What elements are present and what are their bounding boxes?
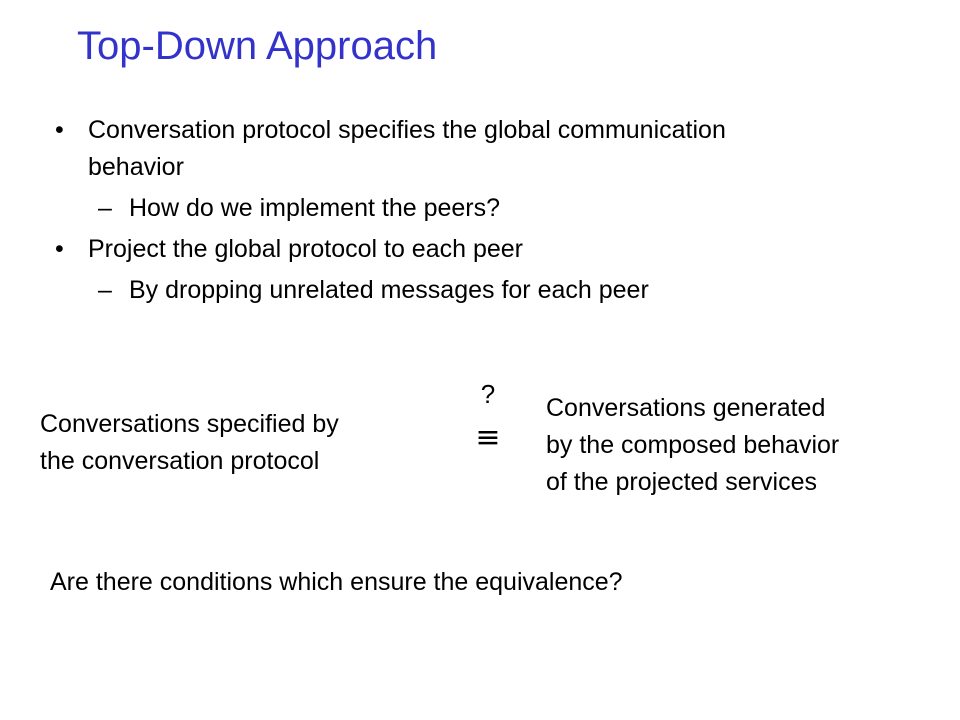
bullet-marker: • xyxy=(55,235,64,263)
bullet-text-line: Project the global protocol to each peer xyxy=(88,235,523,263)
sub-bullet-item xyxy=(98,190,889,227)
text-line: by the composed behavior xyxy=(546,431,840,459)
equivalence-symbol: ≡ xyxy=(475,420,501,455)
slide-title: Top-Down Approach xyxy=(77,24,438,68)
text-line: of the projected services xyxy=(546,468,817,496)
sub-bullet-item xyxy=(98,272,889,309)
bullet-item xyxy=(55,112,848,186)
equivalence-question-mark: ? xyxy=(480,379,496,409)
closing-question: Are there conditions which ensure the equivalence? xyxy=(50,568,623,596)
bullet-list xyxy=(0,112,960,313)
bullet-marker: • xyxy=(55,116,64,144)
bullet-text-line: Conversation protocol specifies the global communication xyxy=(88,116,726,144)
text-line: Conversations generated xyxy=(546,394,826,422)
sub-bullet-text: By dropping unrelated messages for each peer xyxy=(129,276,649,304)
dash-marker: – xyxy=(98,194,112,222)
generated-conversations-text xyxy=(546,390,946,501)
bullet-item xyxy=(55,231,848,268)
text-line: the conversation protocol xyxy=(40,447,320,475)
text-line: Conversations specified by xyxy=(40,410,339,438)
bullet-text-line: behavior xyxy=(88,153,184,181)
dash-marker: – xyxy=(98,276,112,304)
specified-conversations-text xyxy=(40,406,440,480)
sub-bullet-text: How do we implement the peers? xyxy=(129,194,501,222)
